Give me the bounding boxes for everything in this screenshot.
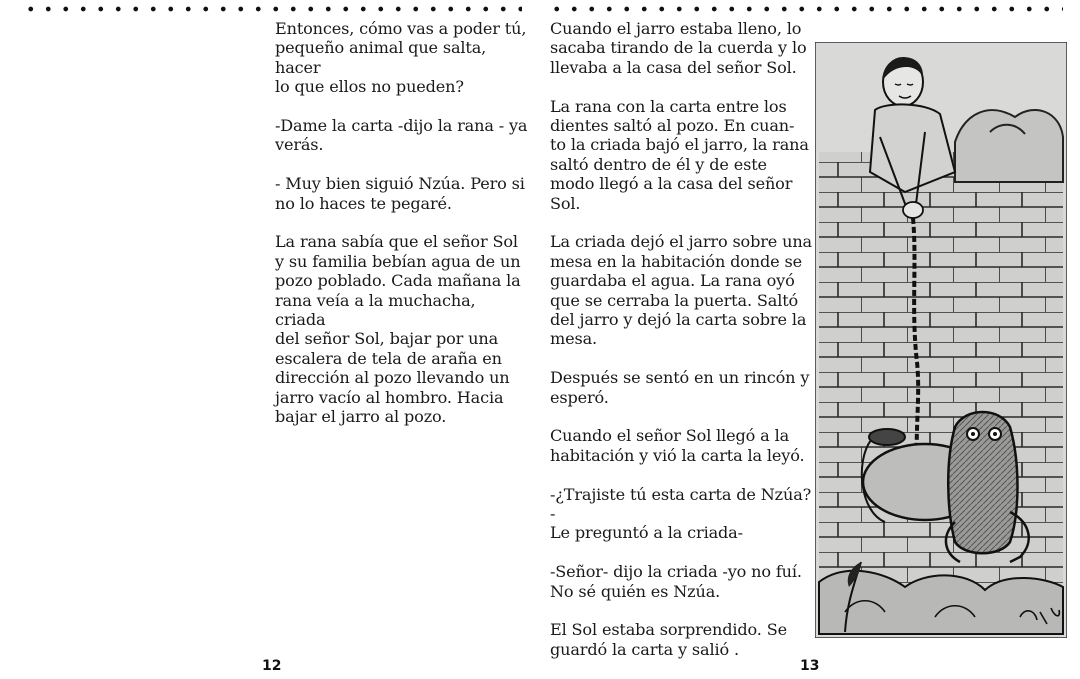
paragraph: Cuando el señor Sol llegó a la habitación y vió la carta la leyó. (550, 426, 805, 465)
right-page-text (550, 19, 812, 679)
page-number-left: 12 (262, 658, 282, 674)
paragraph: - Muy bien siguió Nzúa. Pero si no lo haces te pegaré. (275, 174, 525, 213)
paragraph: El Sol estaba sorprendido. Se guardó la carta y salió . (550, 620, 787, 659)
paragraph: -Dame la carta -dijo la rana - ya verás. (275, 116, 528, 155)
decorative-dot-border-left (22, 4, 522, 14)
paragraph: Después se sentó en un rincón y esperó. (550, 368, 810, 407)
paragraph: Entonces, cómo vas a poder tú, pequeño animal que salta, hacer lo que ellos no pueden? (275, 19, 527, 97)
decorative-dot-border-right (548, 4, 1063, 14)
paragraph: Cuando el jarro estaba lleno, lo sacaba tirando de la cuerda y lo llevaba a la casa del señor Sol. (550, 19, 807, 77)
paragraph: La rana con la carta entre los dientes saltó al pozo. En cuan- to la criada bajó el jarro, la rana saltó dentro de él y de este modo llegó a la casa del señor Sol. (550, 96, 809, 213)
well-drawing-icon (815, 42, 1067, 638)
page-number-right: 13 (800, 658, 820, 674)
left-page-text (275, 19, 530, 446)
paragraph: La criada dejó el jarro sobre una mesa en la habitación donde se guardaba el agua. La rana oyó que se cerraba la puerta. Saltó del jarro y dejó la carta sobre la mesa. (550, 232, 813, 349)
paragraph: -Señor- dijo la criada -yo no fuí. No sé quién es Nzúa. (550, 562, 802, 601)
well-illustration (815, 42, 1067, 638)
paragraph: -¿Trajiste tú esta carta de Nzúa?- Le preguntó a la criada- (550, 484, 812, 543)
paragraph: La rana sabía que el señor Sol y su familia bebían agua de un pozo poblado. Cada mañana la rana veía a la muchacha, criada del señor Sol, bajar por una escalera de tela de araña en dirección al pozo llevando un jarro vacío al hombro. Hacia bajar el jarro al pozo. (275, 232, 521, 427)
